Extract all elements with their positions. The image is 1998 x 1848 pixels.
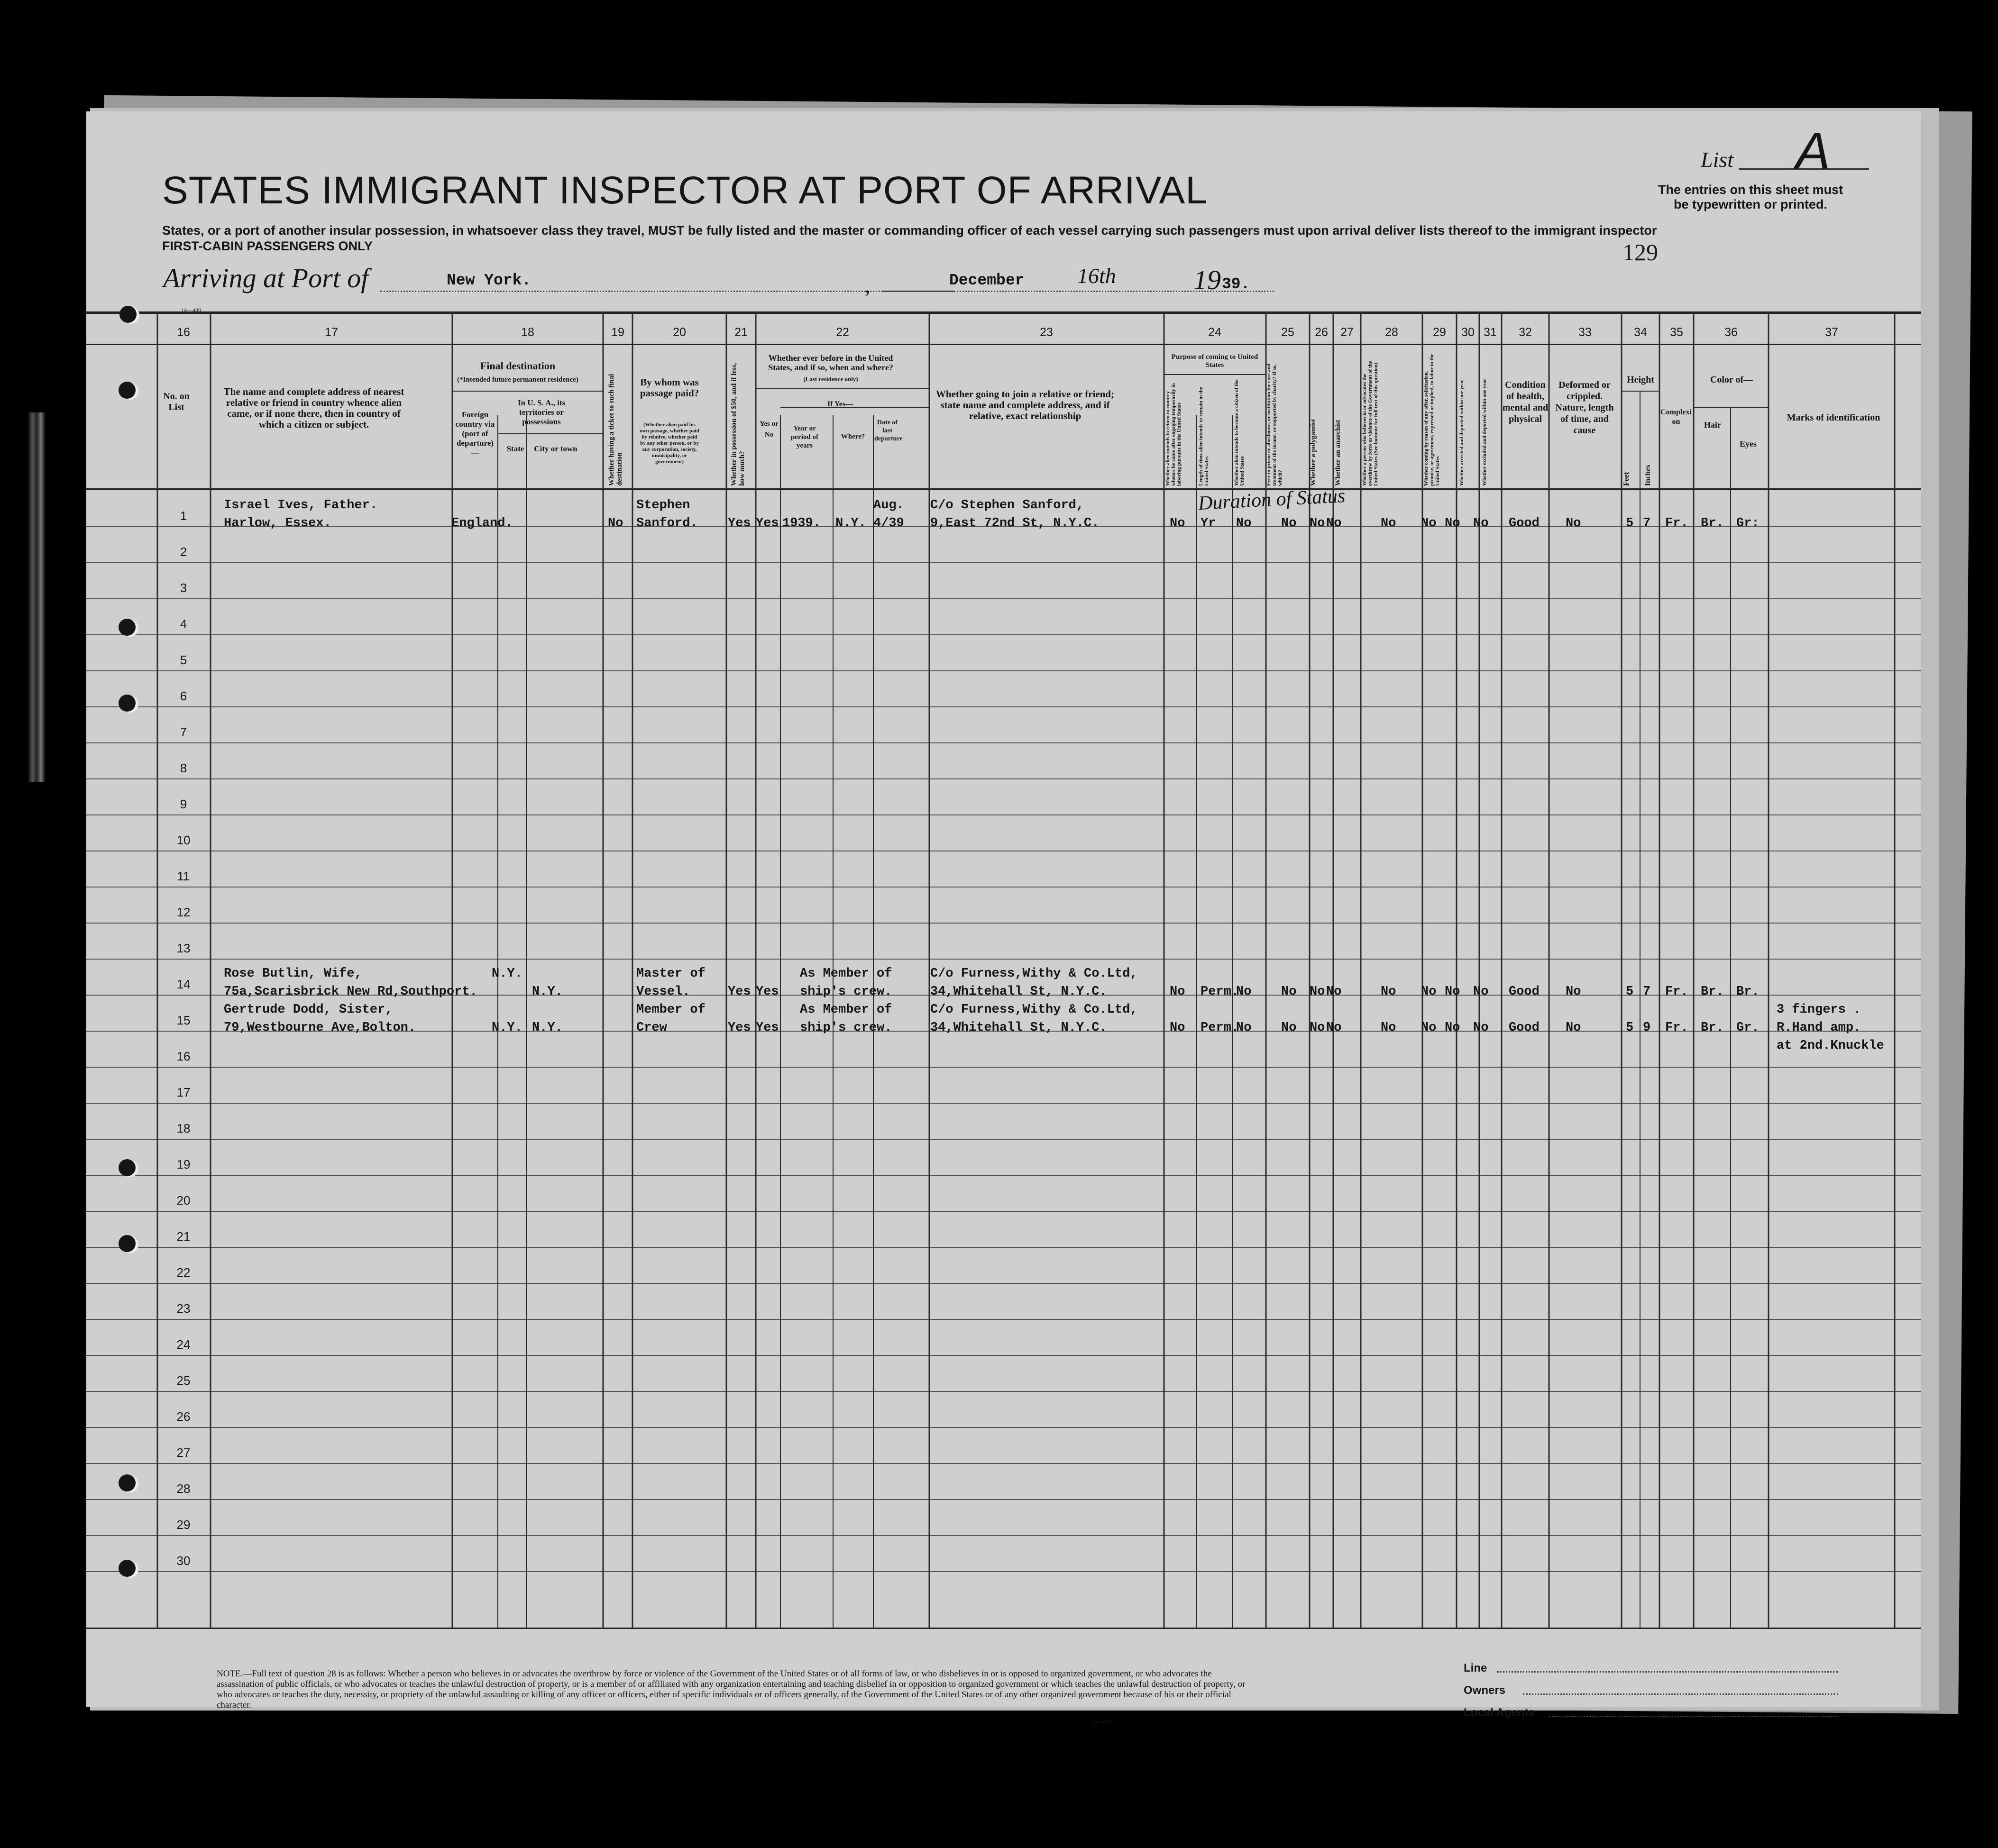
header-color: Color of—	[1710, 375, 1753, 385]
subtitle-line-1: States, or a port of another insular possession, in whatsoever class they travel, MUST be fully listed and the master or commanding officer of each vessel carrying such passengers must upon arrival deliver lists thereof to the immigrant inspector	[162, 223, 1657, 238]
entry-marks: 3 fingers . R.Hand amp. at 2nd.Knuckle	[1777, 1003, 1884, 1053]
header-eyes: Eyes	[1740, 439, 1757, 448]
row-number: 23	[176, 1301, 191, 1316]
arriving-label: Arriving at Port of	[163, 263, 369, 293]
entry-excluded: No	[1473, 985, 1489, 999]
header-date: Date of last departure	[874, 419, 903, 442]
row-number: 16	[176, 1049, 191, 1063]
header-yes-no: Yes or No	[760, 420, 779, 439]
header-before-note: (Last residence only)	[803, 375, 858, 383]
row-number: 12	[176, 905, 191, 919]
row-number: 21	[176, 1229, 191, 1244]
entry-before-combined: As Member of ship's crew.	[800, 967, 892, 999]
column-number: 18	[521, 326, 534, 339]
row-number: 28	[176, 1482, 191, 1496]
header-hair: Hair	[1704, 420, 1721, 430]
header-inches: Inches	[1644, 465, 1652, 486]
column-number: 19	[611, 326, 624, 339]
column-number: 35	[1670, 326, 1683, 339]
entry-health: Good	[1509, 985, 1540, 999]
entry-hair: Br.	[1701, 1021, 1724, 1035]
entry-feet: 5	[1626, 985, 1634, 999]
entry-has-50: Yes	[728, 516, 751, 531]
row-number: 22	[176, 1265, 191, 1280]
entry-excluded: No	[1473, 1021, 1489, 1035]
row-number: 18	[176, 1121, 191, 1135]
row-number: 30	[176, 1554, 191, 1568]
header-passage-note: (Whether alien paid his own passage, whether paid by relative, whether paid by any other person, or by any corporation, society, municipality, or government)	[640, 422, 699, 465]
entry-deformed: No	[1566, 1021, 1581, 1035]
header-deformed: Deformed or crippled. Nature, length of time, and cause	[1555, 380, 1614, 436]
entry-joining: C/o Stephen Sanford, 9,East 72nd St, N.Y.C.	[930, 498, 1100, 531]
entry-joining: C/o Furness,Withy & Co.Ltd, 34,Whitehall St, N.Y.C.	[930, 1003, 1138, 1035]
row-number: 14	[176, 977, 191, 991]
entry-complexion: Fr.	[1665, 1021, 1688, 1035]
entry-before-yes-no: Yes	[756, 985, 779, 999]
row-number: 2	[180, 545, 187, 559]
row-number: 8	[180, 761, 187, 775]
entry-arrested: No	[1445, 985, 1460, 999]
column-number: 27	[1340, 326, 1354, 339]
entry-overthrow: No	[1381, 985, 1396, 999]
list-label: List	[1701, 147, 1734, 172]
subtitle-line-2: FIRST-CABIN PASSENGERS ONLY	[162, 239, 373, 253]
entry-deformed: No	[1566, 985, 1581, 999]
entry-purpose-c: No	[1236, 1021, 1252, 1035]
header-city: City or town	[534, 444, 577, 453]
header-polygamist: Whether a polygamist	[1310, 419, 1317, 486]
entry-arrested: No	[1445, 1021, 1460, 1035]
header-marks: Marks of identification	[1787, 412, 1880, 423]
row-number: 25	[176, 1373, 191, 1388]
entry-before-date: Aug. 4/39	[873, 498, 904, 531]
header-final-destination-note: (*Intended future permanent residence)	[457, 376, 578, 384]
entry-feet: 5	[1626, 1021, 1634, 1035]
entry-purpose-a: No	[1170, 516, 1185, 531]
entry-polygamist: No	[1310, 516, 1325, 531]
row-number: 26	[176, 1409, 191, 1424]
entry-inches: 9	[1643, 1021, 1651, 1035]
entry-city: N.Y.	[532, 1021, 563, 1035]
column-number: 37	[1825, 326, 1838, 339]
row-number: 10	[176, 833, 191, 847]
entry-purpose-b: Yr	[1201, 516, 1216, 531]
footer-agents-label: Local Agents	[1464, 1706, 1535, 1719]
entry-purpose-b: Perm.	[1201, 985, 1239, 999]
punch-hole	[119, 306, 137, 323]
entry-state: N.Y.	[492, 967, 522, 981]
entry-ticket: No	[608, 516, 623, 531]
entry-deformed: No	[1566, 516, 1581, 531]
header-passage-paid: By whom was passage paid?	[640, 376, 699, 399]
row-number: 4	[180, 617, 187, 631]
header-overthrow: Whether a person who believes in or advocates the overthrow by force or violence of the Government of the United States (See footnote for full text of this question)	[1362, 361, 1379, 486]
header-state: State	[506, 444, 524, 453]
month-value: December	[949, 272, 1025, 289]
header-usa: In U. S. A., its territories or possessions	[517, 398, 566, 426]
handwritten-note: Duration of Status	[1198, 485, 1346, 515]
entry-labor-offer: No	[1421, 985, 1437, 999]
header-if-yes: If Yes—	[827, 400, 853, 408]
column-number: 32	[1519, 326, 1532, 339]
header-excluded: Whether excluded and deported within one year	[1482, 378, 1487, 486]
entry-eyes: Gr.	[1736, 1021, 1760, 1035]
form-code-bottom: 14—430	[1091, 1719, 1111, 1725]
footer-owners-dots	[1523, 1693, 1838, 1695]
row-number: 27	[176, 1445, 191, 1460]
entry-purpose-c: No	[1236, 985, 1252, 999]
punch-hole	[119, 695, 136, 712]
entry-health: Good	[1509, 1021, 1540, 1035]
sheet-number: 129	[1622, 239, 1658, 265]
entry-has-50: Yes	[728, 985, 751, 999]
entry-purpose-a: No	[1170, 985, 1185, 999]
entry-joining: C/o Furness,Withy & Co.Ltd, 34,Whitehall St, N.Y.C.	[930, 967, 1138, 999]
row-number: 11	[177, 869, 190, 883]
entry-relative: Gertrude Dodd, Sister, 79,Westbourne Ave,Bolton.	[224, 1003, 416, 1035]
header-joining: Whether going to join a relative or friend; state name and complete address, and if relative, exact relationship	[935, 388, 1115, 421]
column-number: 31	[1484, 326, 1497, 339]
page-title: STATES IMMIGRANT INSPECTOR AT PORT OF ARRIVAL	[162, 169, 1208, 212]
entry-passage-paid: Stephen Sanford.	[636, 498, 698, 531]
row-number: 15	[176, 1013, 191, 1027]
entry-before-yes-no: Yes	[756, 1021, 779, 1035]
entry-has-50: Yes	[728, 1021, 751, 1035]
row-number: 3	[180, 581, 187, 595]
entry-anarchist: No	[1326, 516, 1342, 531]
header-arrested: Whether arrested and deported within one year	[1459, 380, 1465, 486]
entry-overthrow: No	[1381, 516, 1396, 531]
punch-hole	[119, 619, 136, 636]
header-where: Where?	[841, 433, 865, 440]
header-prison: Ever in prison or almshouse, or institution for care and treatment of the insane, or supported by charity? If so, which?	[1266, 363, 1283, 486]
entry-overthrow: No	[1381, 1021, 1396, 1035]
footnote: NOTE.—Full text of question 28 is as follows: Whether a person who believes in or advocates the overthrow by force or violence of the Government of the United States or of all forms of law, or who disbelieves in or is opposed to organized government, or who advocates the assassination of public officials, or who advocates or teaches the unlawful destruction of property, or is a member of or affiliated with any organization entertaining and teaching disbelief in or opposition to organized government or which teaches the unlawful destruction of property, or who advocates or teaches the duty, necessity, or propriety of the unlawful assaulting or killing of any officer or officers, either of specific individuals or of officers generally, of the Government of the United States or of any other organized government because of his or their official character.	[217, 1669, 1246, 1710]
column-number: 23	[1040, 326, 1053, 339]
column-number: 36	[1724, 326, 1738, 339]
entry-health: Good	[1509, 516, 1540, 531]
entry-purpose-c: No	[1236, 516, 1252, 531]
entry-before-combined: As Member of ship's crew.	[800, 1003, 892, 1035]
entry-inches: 7	[1643, 985, 1651, 999]
footer-agents-dots	[1549, 1716, 1838, 1717]
punch-hole	[119, 1560, 136, 1577]
entry-polygamist: No	[1310, 985, 1325, 999]
entry-prison: No	[1281, 985, 1297, 999]
entry-before-where: N.Y.	[835, 516, 866, 531]
header-purpose: Purpose of coming to United States	[1171, 353, 1258, 369]
column-number: 33	[1578, 326, 1592, 339]
binding-cord	[28, 412, 45, 782]
row-number: 24	[176, 1337, 191, 1352]
entry-excluded: No	[1473, 516, 1489, 531]
column-number: 22	[836, 326, 849, 339]
entry-purpose-b: Perm.	[1201, 1021, 1239, 1035]
table-grid	[86, 111, 1921, 1707]
entry-purpose-a: No	[1170, 1021, 1185, 1035]
entry-hair: Br.	[1701, 516, 1724, 531]
row-number: 7	[180, 725, 187, 739]
entry-feet: 5	[1626, 516, 1634, 531]
list-value: A	[1796, 122, 1831, 180]
header-height: Height	[1627, 375, 1654, 385]
column-number: 25	[1281, 326, 1294, 339]
entry-arrested: No	[1445, 516, 1460, 531]
manifest-sheet	[86, 111, 1921, 1725]
header-health: Condition of health, mental and physical	[1502, 380, 1549, 424]
header-final-destination: Final destination	[480, 360, 556, 372]
entry-complexion: Fr.	[1665, 985, 1688, 999]
entry-anarchist: No	[1326, 1021, 1342, 1035]
row-number: 1	[180, 509, 187, 523]
entry-labor-offer: No	[1421, 1021, 1437, 1035]
entry-city: N.Y.	[532, 985, 563, 999]
column-number: 28	[1385, 326, 1398, 339]
entry-prison: No	[1281, 1021, 1297, 1035]
header-feet: Feet	[1622, 472, 1631, 486]
header-ticket: Whether having a ticket to such final destination	[608, 374, 623, 486]
column-number: 24	[1208, 326, 1221, 339]
header-anarchist: Whether an anarchist	[1334, 420, 1342, 486]
entry-polygamist: No	[1310, 1021, 1325, 1035]
row-number: 13	[176, 941, 191, 955]
entry-inches: 7	[1643, 516, 1651, 531]
header-no-on-list: No. on List	[163, 391, 190, 412]
header-before-us: Whether ever before in the United States, and if so, when and where?	[768, 353, 893, 372]
header-foreign-country: Foreign country via (port of departure)—	[455, 410, 495, 457]
column-number: 34	[1634, 326, 1647, 339]
row-number: 29	[176, 1518, 191, 1532]
punch-hole	[119, 1159, 136, 1176]
entry-complexion: Fr.	[1665, 516, 1688, 531]
entry-eyes: Br.	[1736, 985, 1760, 999]
column-number: 30	[1461, 326, 1475, 339]
header-purpose-c: Whether alien intends to become a citizen of the United States	[1234, 379, 1245, 486]
column-number: 26	[1315, 326, 1328, 339]
column-number: 16	[177, 326, 190, 339]
row-number: 9	[180, 797, 187, 811]
punch-hole	[119, 382, 136, 399]
header-complexion: Complexion	[1660, 408, 1692, 426]
footer-line-dots	[1497, 1671, 1838, 1673]
entry-before-year: 1939.	[782, 516, 821, 531]
punch-hole	[119, 1474, 136, 1491]
entry-state: N.Y.	[492, 1021, 522, 1035]
column-number: 20	[673, 326, 686, 339]
entry-passage-paid: Member of Crew	[636, 1003, 706, 1035]
entry-passage-paid: Master of Vessel.	[636, 967, 706, 999]
instructions-line-2: be typewritten or printed.	[1674, 197, 1828, 211]
year-prefix: 19	[1193, 265, 1221, 295]
header-purpose-b: Length of time alien intends to remain in the United States	[1198, 387, 1210, 486]
day-value: 16th	[1077, 264, 1116, 288]
entry-relative: Rose Butlin, Wife, 75a,Scarisbrick New Rd,Southport.	[224, 967, 477, 999]
instructions-line-1: The entries on this sheet must	[1658, 183, 1843, 197]
row-number: 6	[180, 689, 187, 703]
entry-anarchist: No	[1326, 985, 1342, 999]
footer-owners-label: Owners	[1464, 1684, 1506, 1697]
port-value: New York.	[447, 272, 532, 289]
punch-hole	[119, 1235, 136, 1252]
header-purpose-a: Whether alien intends to return to country whence he came after engaging temporarily in laboring pursuits in the United States	[1165, 383, 1182, 486]
entry-eyes: Gr:	[1736, 516, 1760, 531]
column-number: 29	[1433, 326, 1446, 339]
entry-labor-offer: No	[1421, 516, 1437, 531]
comma: ,	[865, 273, 871, 297]
footer-line-label: Line	[1464, 1662, 1487, 1674]
entry-relative: Israel Ives, Father. Harlow, Essex.	[224, 498, 378, 531]
year-suffix: 39.	[1222, 275, 1250, 293]
entry-hair: Br.	[1701, 985, 1724, 999]
column-number: 17	[325, 326, 338, 339]
row-number: 5	[180, 653, 187, 667]
entry-prison: No	[1281, 516, 1297, 531]
form-code-top: 14—430	[181, 307, 201, 313]
row-number: 19	[176, 1157, 191, 1171]
header-year: Year or period of years	[791, 425, 818, 449]
entry-foreign-country: England.	[451, 516, 513, 531]
header-has-50: Whether in possession of $50, and if less, how much?	[730, 363, 746, 486]
row-number: 17	[176, 1085, 191, 1099]
header-labor-offer: Whether coming by reason of any offer, solicitation, promise, or agreement, expressed or implied, to labor in the United States	[1423, 353, 1440, 486]
row-number: 20	[176, 1193, 191, 1208]
entry-before-yes-no: Yes	[756, 516, 779, 531]
header-relative: The name and complete address of nearest relative or friend in country whence alien came, or if none there, then in country of which a citizen or subject.	[223, 386, 404, 430]
column-number: 21	[734, 326, 748, 339]
